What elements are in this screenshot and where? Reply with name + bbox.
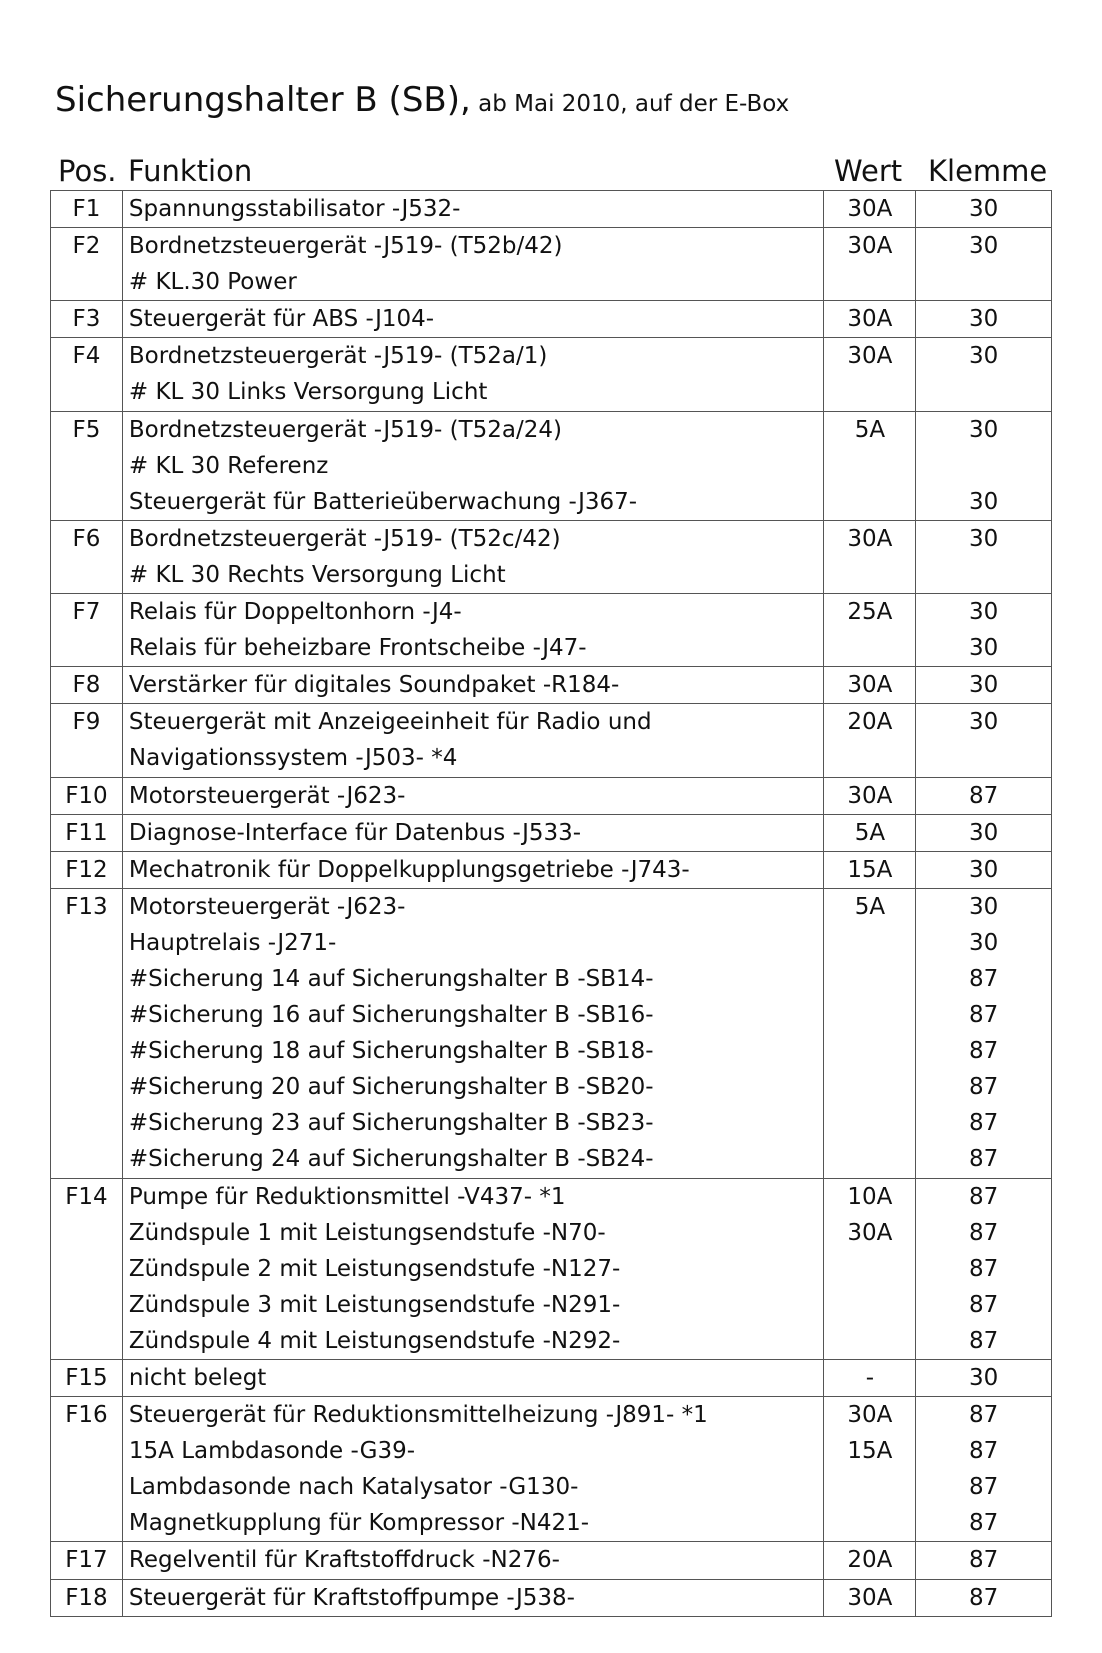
fuse-position: F12 (65, 856, 108, 883)
function-text: 15A Lambdasonde -G39- (128, 1438, 416, 1465)
function-text-cell (122, 1542, 824, 1579)
terminal-value (916, 448, 1051, 484)
function-text-cell (122, 1360, 824, 1397)
function-text-cell (122, 1178, 824, 1359)
function-text: # KL 30 Links Versorgung Licht (128, 379, 488, 406)
rating-value (824, 1105, 915, 1141)
terminal-value: 87 (969, 1547, 999, 1574)
fuse-position: F4 (72, 343, 101, 370)
fuse-position: F13 (65, 893, 108, 920)
table-row (51, 191, 1052, 228)
fuse-position-cell (51, 228, 123, 301)
rating-value: 30A (847, 1219, 893, 1246)
function-text: #Sicherung 14 auf Sicherungshalter B -SB14- (128, 965, 654, 992)
function-text: Zündspule 4 mit Leistungsendstufe -N292- (128, 1327, 621, 1354)
rating-value (824, 264, 915, 300)
table-row (51, 594, 1052, 667)
function-text: # KL 30 Referenz (128, 452, 329, 479)
rating-value: 5A (854, 893, 886, 920)
terminal-value-cell (916, 191, 1052, 228)
rating-value: 30A (847, 306, 893, 333)
table-row (51, 1579, 1052, 1616)
function-text: Navigationssystem -J503- *4 (128, 745, 458, 772)
terminal-value-cell (916, 594, 1052, 667)
table-row (51, 301, 1052, 338)
table-row (51, 704, 1052, 777)
rating-value: 20A (847, 1547, 893, 1574)
terminal-value: 30 (969, 672, 999, 699)
rating-value: 15A (847, 1438, 893, 1465)
rating-value: 15A (847, 856, 893, 883)
rating-value: 30A (847, 233, 893, 260)
function-text-cell (122, 851, 824, 888)
rating-value (824, 448, 915, 484)
function-text: Zündspule 3 mit Leistungsendstufe -N291- (128, 1291, 621, 1318)
rating-value (824, 961, 915, 997)
function-text-cell (122, 1397, 824, 1542)
terminal-value: 87 (969, 782, 999, 809)
rating-value (824, 1505, 915, 1541)
rating-value (824, 374, 915, 410)
terminal-value-cell (916, 520, 1052, 593)
function-text: Spannungsstabilisator -J532- (128, 196, 461, 222)
table-row (51, 888, 1052, 1178)
terminal-value: 87 (969, 1402, 999, 1429)
fuse-table (50, 190, 1052, 1617)
rating-value (824, 997, 915, 1033)
function-text-cell (122, 667, 824, 704)
terminal-value-cell (916, 777, 1052, 814)
fuse-position-cell (51, 667, 123, 704)
rating-value (824, 1287, 915, 1323)
table-row (51, 1542, 1052, 1579)
rating-value (824, 630, 915, 666)
rating-value-cell (824, 1360, 916, 1397)
terminal-value-cell (916, 411, 1052, 520)
table-row (51, 411, 1052, 520)
header-pos: Pos. (58, 154, 117, 188)
fuse-position: F2 (72, 233, 101, 260)
fuse-position-cell (51, 1397, 123, 1542)
fuse-position: F5 (72, 416, 101, 443)
rating-value-cell (824, 338, 916, 411)
function-text: Verstärker für digitales Soundpaket -R184- (128, 672, 620, 699)
terminal-value-cell (916, 1360, 1052, 1397)
function-text: #Sicherung 23 auf Sicherungshalter B -SB23- (128, 1110, 654, 1137)
table-row (51, 228, 1052, 301)
function-text: Steuergerät für Kraftstoffpumpe -J538- (128, 1584, 575, 1611)
terminal-value (916, 740, 1051, 776)
rating-value-cell (824, 777, 916, 814)
header-klemme: Klemme (928, 154, 1048, 188)
function-text: #Sicherung 16 auf Sicherungshalter B -SB16- (128, 1002, 654, 1029)
terminal-value: 30 (969, 709, 999, 736)
terminal-value: 87 (969, 1291, 999, 1318)
header-wert: Wert (834, 154, 903, 188)
function-text-cell (122, 228, 824, 301)
page-title (55, 80, 789, 120)
rating-value-cell (824, 1542, 916, 1579)
rating-value: 30A (847, 196, 893, 222)
rating-value (824, 1033, 915, 1069)
function-text: Motorsteuergerät -J623- (128, 893, 406, 920)
fuse-position: F8 (72, 672, 101, 699)
fuse-position: F17 (65, 1547, 108, 1574)
function-text-cell (122, 411, 824, 520)
terminal-value: 30 (969, 525, 999, 552)
function-text: nicht belegt (128, 1365, 267, 1391)
fuse-position: F9 (72, 709, 101, 736)
terminal-value: 30 (969, 635, 999, 662)
function-text: Steuergerät für ABS -J104- (128, 306, 435, 333)
rating-value-cell (824, 191, 916, 228)
terminal-value: 87 (969, 1510, 999, 1537)
terminal-value-cell (916, 851, 1052, 888)
rating-value-cell (824, 667, 916, 704)
function-text: Relais für beheizbare Frontscheibe -J47- (128, 635, 587, 662)
rating-value-cell (824, 594, 916, 667)
terminal-value: 30 (969, 599, 999, 626)
terminal-value: 30 (969, 343, 999, 370)
terminal-value: 87 (969, 1074, 999, 1101)
function-text-cell (122, 520, 824, 593)
rating-value (824, 925, 915, 961)
terminal-value: 87 (969, 1584, 999, 1611)
fuse-position-cell (51, 888, 123, 1178)
fuse-position-cell (51, 594, 123, 667)
fuse-position: F15 (65, 1365, 108, 1391)
fuse-position-cell (51, 191, 123, 228)
function-text: Diagnose-Interface für Datenbus -J533- (128, 819, 582, 846)
terminal-value-cell (916, 1397, 1052, 1542)
fuse-position: F10 (65, 782, 108, 809)
fuse-table-body (51, 191, 1052, 1617)
rating-value-cell (824, 888, 916, 1178)
function-text: Pumpe für Reduktionsmittel -V437- *1 (128, 1183, 566, 1210)
terminal-value: 30 (969, 1365, 999, 1391)
table-row (51, 851, 1052, 888)
terminal-value: 87 (969, 1183, 999, 1210)
function-text: #Sicherung 20 auf Sicherungshalter B -SB20- (128, 1074, 654, 1101)
function-text: Bordnetzsteuergerät -J519- (T52a/1) (128, 343, 548, 370)
terminal-value-cell (916, 1579, 1052, 1616)
function-text: Zündspule 2 mit Leistungsendstufe -N127- (128, 1255, 621, 1282)
fuse-position: F18 (65, 1584, 108, 1611)
rating-value: 30A (847, 525, 893, 552)
rating-value-cell (824, 411, 916, 520)
terminal-value-cell (916, 228, 1052, 301)
terminal-value: 30 (969, 196, 999, 222)
rating-value: 30A (847, 782, 893, 809)
terminal-value: 87 (969, 1219, 999, 1246)
function-text-cell (122, 888, 824, 1178)
rating-value: 20A (847, 709, 893, 736)
terminal-value-cell (916, 301, 1052, 338)
terminal-value: 87 (969, 965, 999, 992)
table-row (51, 814, 1052, 851)
terminal-value-cell (916, 814, 1052, 851)
function-text: Zündspule 1 mit Leistungsendstufe -N70- (128, 1219, 606, 1246)
rating-value: 30A (847, 343, 893, 370)
function-text-cell (122, 1579, 824, 1616)
function-text: Relais für Doppeltonhorn -J4- (128, 599, 462, 626)
function-text: Magnetkupplung für Kompressor -N421- (128, 1510, 590, 1537)
function-text: Hauptrelais -J271- (128, 929, 337, 956)
rating-value: - (865, 1365, 875, 1391)
fuse-position-cell (51, 338, 123, 411)
terminal-value: 87 (969, 1255, 999, 1282)
rating-value (824, 1251, 915, 1287)
rating-value-cell (824, 520, 916, 593)
table-row (51, 777, 1052, 814)
fuse-position-cell (51, 1542, 123, 1579)
rating-value: 30A (847, 1402, 893, 1429)
function-text: Bordnetzsteuergerät -J519- (T52a/24) (128, 416, 563, 443)
table-row (51, 667, 1052, 704)
table-row (51, 1397, 1052, 1542)
table-header (50, 150, 1051, 190)
rating-value (824, 557, 915, 593)
fuse-position-cell (51, 1360, 123, 1397)
terminal-value: 30 (969, 819, 999, 846)
fuse-position: F7 (72, 599, 101, 626)
table-row (51, 1178, 1052, 1359)
rating-value-cell (824, 704, 916, 777)
fuse-position-cell (51, 851, 123, 888)
terminal-value: 30 (969, 416, 999, 443)
function-text-cell (122, 594, 824, 667)
fuse-position-cell (51, 1178, 123, 1359)
fuse-position-cell (51, 411, 123, 520)
function-text: Lambdasonde nach Katalysator -G130- (128, 1474, 579, 1501)
terminal-value: 30 (969, 233, 999, 260)
fuse-position: F6 (72, 525, 101, 552)
function-text: Steuergerät mit Anzeigeeinheit für Radio und (128, 709, 652, 736)
function-text: Bordnetzsteuergerät -J519- (T52b/42) (128, 233, 563, 260)
rating-value (824, 484, 915, 520)
terminal-value-cell (916, 888, 1052, 1178)
function-text-cell (122, 777, 824, 814)
fuse-position-cell (51, 520, 123, 593)
terminal-value (916, 264, 1051, 300)
function-text-cell (122, 704, 824, 777)
table-row (51, 338, 1052, 411)
rating-value-cell (824, 1579, 916, 1616)
rating-value: 25A (847, 599, 893, 626)
function-text: Regelventil für Kraftstoffdruck -N276- (128, 1547, 560, 1574)
fuse-position-cell (51, 814, 123, 851)
rating-value-cell (824, 1178, 916, 1359)
terminal-value: 30 (969, 929, 999, 956)
title-main: Sicherungshalter B (SB), (55, 80, 471, 120)
rating-value (824, 1069, 915, 1105)
terminal-value: 30 (969, 893, 999, 920)
table-row (51, 1360, 1052, 1397)
fuse-position: F14 (65, 1183, 108, 1210)
rating-value: 30A (847, 1584, 893, 1611)
fuse-position-cell (51, 301, 123, 338)
function-text: Steuergerät für Reduktionsmittelheizung -J891- *1 (128, 1402, 708, 1429)
fuse-position: F11 (65, 819, 108, 846)
rating-value: 30A (847, 672, 893, 699)
terminal-value: 87 (969, 1038, 999, 1065)
function-text: # KL 30 Rechts Versorgung Licht (128, 561, 506, 588)
function-text: # KL.30 Power (128, 269, 297, 296)
function-text-cell (122, 301, 824, 338)
function-text: Bordnetzsteuergerät -J519- (T52c/42) (128, 525, 561, 552)
terminal-value: 87 (969, 1327, 999, 1354)
function-text-cell (122, 814, 824, 851)
rating-value (824, 740, 915, 776)
rating-value-cell (824, 851, 916, 888)
table-row (51, 520, 1052, 593)
rating-value-cell (824, 301, 916, 338)
header-funktion: Funktion (128, 154, 253, 188)
fuse-position-cell (51, 777, 123, 814)
terminal-value: 30 (969, 306, 999, 333)
function-text: #Sicherung 18 auf Sicherungshalter B -SB18- (128, 1038, 654, 1065)
terminal-value-cell (916, 338, 1052, 411)
rating-value (824, 1323, 915, 1359)
rating-value: 5A (854, 819, 886, 846)
function-text: Steuergerät für Batterieüberwachung -J367- (128, 488, 638, 515)
rating-value-cell (824, 814, 916, 851)
fuse-position: F1 (72, 196, 101, 222)
rating-value-cell (824, 228, 916, 301)
terminal-value-cell (916, 1178, 1052, 1359)
function-text: Mechatronik für Doppelkupplungsgetriebe -J743- (128, 856, 690, 883)
function-text-cell (122, 191, 824, 228)
terminal-value-cell (916, 704, 1052, 777)
rating-value: 10A (847, 1183, 893, 1210)
fuse-position-cell (51, 704, 123, 777)
terminal-value: 87 (969, 1146, 999, 1173)
function-text: #Sicherung 24 auf Sicherungshalter B -SB24- (128, 1146, 654, 1173)
rating-value (824, 1469, 915, 1505)
terminal-value-cell (916, 667, 1052, 704)
terminal-value (916, 374, 1051, 410)
terminal-value: 87 (969, 1474, 999, 1501)
rating-value-cell (824, 1397, 916, 1542)
title-subtitle: ab Mai 2010, auf der E-Box (470, 91, 790, 117)
terminal-value: 30 (969, 856, 999, 883)
terminal-value: 87 (969, 1002, 999, 1029)
terminal-value (916, 557, 1051, 593)
rating-value: 5A (854, 416, 886, 443)
fuse-position-cell (51, 1579, 123, 1616)
terminal-value-cell (916, 1542, 1052, 1579)
fuse-position: F3 (72, 306, 101, 333)
function-text-cell (122, 338, 824, 411)
function-text: Motorsteuergerät -J623- (128, 782, 406, 809)
rating-value (824, 1141, 915, 1177)
fuse-position: F16 (65, 1402, 108, 1429)
terminal-value: 87 (969, 1110, 999, 1137)
terminal-value: 87 (969, 1438, 999, 1465)
terminal-value: 30 (969, 488, 999, 515)
